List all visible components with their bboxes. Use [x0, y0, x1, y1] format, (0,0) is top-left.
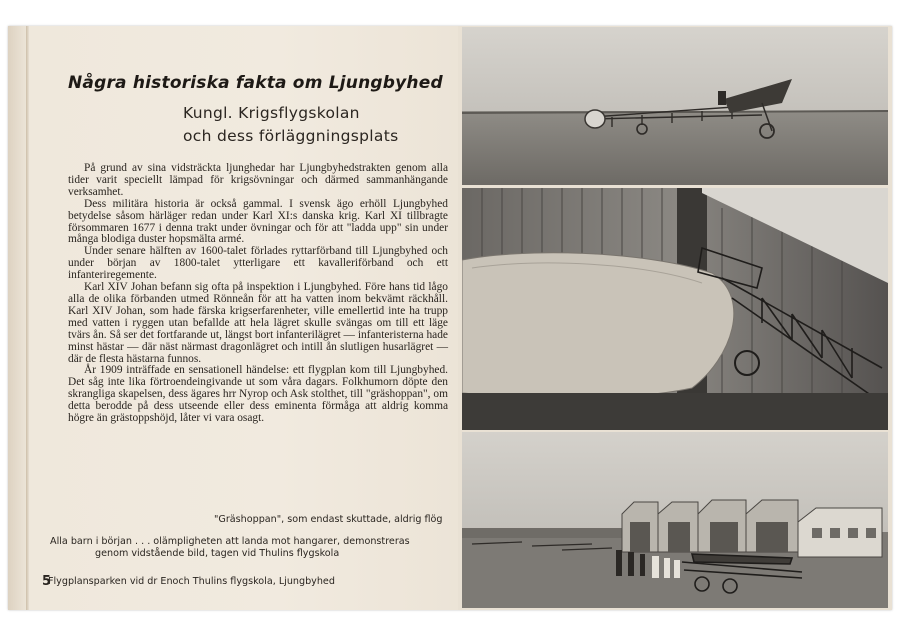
caption-aircraft-park: Flygplansparken vid dr Enoch Thulins flygskola, Ljungbyhed [48, 576, 335, 587]
page-number: 5 [42, 574, 52, 589]
photo-aircraft-park [462, 432, 888, 608]
article-body [68, 163, 448, 425]
photo-gräshoppan [462, 27, 888, 185]
booklet-spread [8, 26, 892, 610]
page-heading: Några historiska fakta om Ljungbyhed [68, 73, 443, 93]
paragraph-4: Karl XIV Johan befann sig ofta på inspektion i Ljungbyhed. Före hans tid lågo alla de olika förbanden utmed Rönneån för att ha vatten inom bekvämt räckhåll. Karl XIV Johan, som hade färska krigserfarenheter, ville emellertid inte ha trupp med vatten i ryggen utan befallde att hela lägret skulle svängas om till ett läge tvärs ån. Så ser det fortfarande ut, längst bort infanterilägret — infanteristerna hade minst hästar — där näst närmast dragonlägret och intill ån slutligen husarlägret — där de flesta hästarna funnos. [68, 281, 448, 365]
booklet-spine [26, 26, 29, 610]
subheading-line2: och dess förläggningsplats [183, 127, 399, 145]
caption-hangar-crash-line2: genom vidstående bild, tagen vid Thulins flygskola [95, 548, 340, 559]
caption-hangar-crash-line1: Alla barn i början . . . olämpligheten att landa mot hangarer, demonstreras [50, 536, 410, 547]
caption-gräshoppan: "Gräshoppan", som endast skuttade, aldrig flög [214, 514, 443, 525]
paragraph-2: Dess militära historia är också gammal. I svensk ägo erhöll Ljungbyhed betydelse såsom härläger redan under Karl XI:s danska krig. Karl XI tillbragte försommaren 1677 i denna trakt under övningar och för att "ladda upp" sin under många blodiga duster hopsmälta armé. [68, 197, 448, 246]
paragraph-3: Under senare hälften av 1600-talet förlades ryttarförband till Ljungbyhed och under början av 1800-talet ytterligare ett kavalleriförband och ett infanteriregemente. [68, 245, 448, 282]
photo-hangar-crash [462, 188, 888, 430]
subheading-line1: Kungl. Krigsflygskolan [183, 104, 360, 122]
caption-hangar-crash [50, 536, 410, 560]
paragraph-1: På grund av sina vidsträckta ljunghedar har Ljungbyhedstrakten genom alla tider varit speciellt lämpad för krigsövningar och därmed sammanhängande verksamhet. [68, 162, 448, 198]
paragraph-5: År 1909 inträffade en sensationell händelse: ett flygplan kom till Ljungbyhed. Det såg inte lika förtroendeingivande ut som våra dagars. Folkhumorn döpte den skrangliga skapelsen, dess ägares hrr Nyrop och Ask stolthet, till "gräshoppan", om detta berodde på dess utseende eller dess eminenta förmåga att aldrig komma högre än grästoppshöjd, låter vi vara osagt. [68, 364, 448, 425]
